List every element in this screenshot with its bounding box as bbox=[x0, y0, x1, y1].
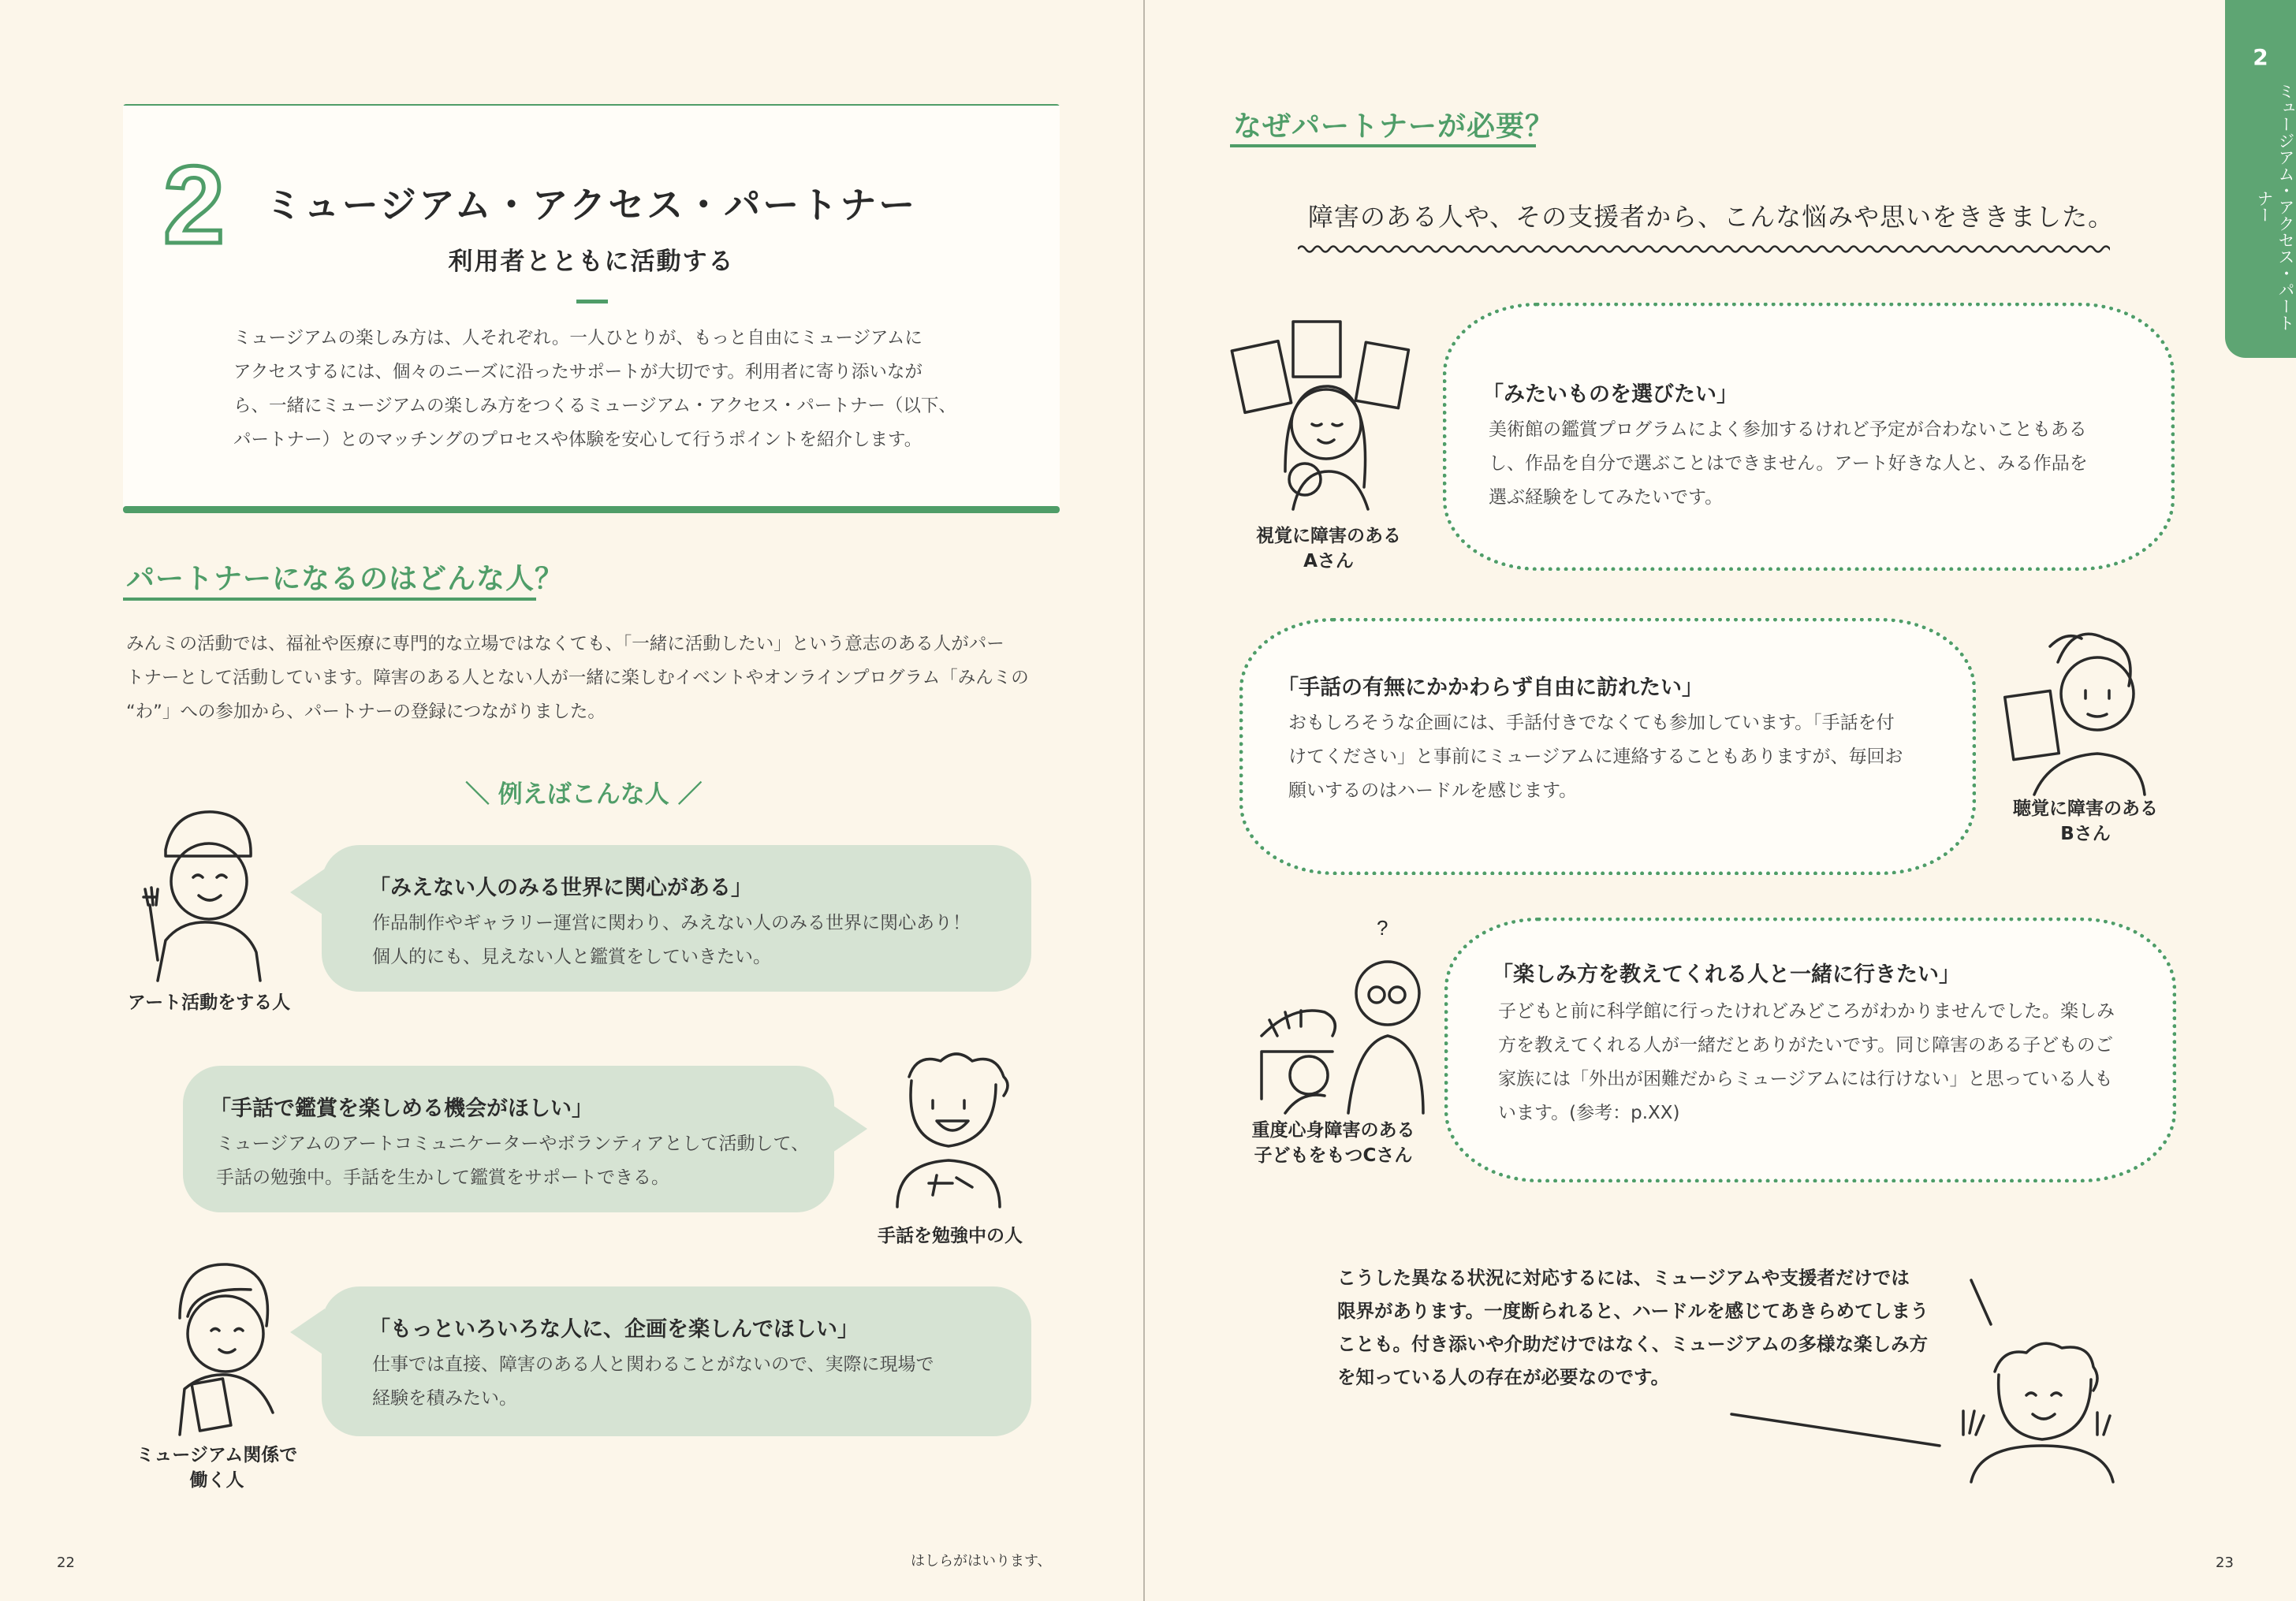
example-2-body: ミュージアムのアートコミュニケーターやボランティアとして活動して、 手話の勉強中。手話を生かして鑑賞をサポートできる。 bbox=[216, 1134, 810, 1188]
example-1-quote: 「みえない人のみる世界に関心がある」 bbox=[369, 876, 752, 900]
example-1-caption: アート活動をする人 bbox=[127, 992, 291, 1013]
page-number-right: 23 bbox=[2216, 1554, 2234, 1571]
chapter-number-outline bbox=[155, 150, 233, 260]
running-head: はしらがはいります、 bbox=[911, 1553, 1052, 1569]
chapter-subtitle: 利用者とともに活動する bbox=[448, 248, 735, 276]
example-3-caption: ミュージアム関係で 働く人 bbox=[136, 1445, 298, 1491]
example-2-quote: 「手話で鑑賞を楽しめる機会がほしい」 bbox=[210, 1096, 593, 1121]
example-3-bubble-tail bbox=[290, 1309, 325, 1356]
example-2-caption: 手話を勉強中の人 bbox=[878, 1226, 1023, 1246]
section-body-left: みんミの活動では、福祉や医療に専門的な立場ではなくても、「一緒に活動したい」という意志のある人がパー トナーとして活動しています。障害のある人とない人が一緒に楽しむイベントやオンラインプログラム「みんミの “わ”」への参加から、パートナーの登録につながりました。 bbox=[126, 634, 1029, 722]
wavy-underline bbox=[1298, 243, 2110, 255]
example-2-bubble-tail bbox=[833, 1105, 867, 1152]
parent-with-child-illustration bbox=[1246, 918, 1435, 1115]
example-1-bubble-tail bbox=[290, 869, 325, 916]
voice-c-body: 子どもと前に科学館に行ったけれどみどころがわかりませんでした。楽しみ 方を教えてくれる人が一緒だとありがたいです。同じ障害のある子どものご 家族には「外出が困難だからミュージアムには行けない」と思っている人も います。(参考：p.XX) bbox=[1498, 1001, 2115, 1123]
page-gutter bbox=[1143, 0, 1145, 1601]
voice-c-quote: 「楽しみ方を教えてくれる人と一緒に行きたい」 bbox=[1492, 962, 1960, 987]
visually-impaired-person-illustration bbox=[1230, 314, 1419, 511]
example-1-body: 作品制作やギャラリー運営に関わり、みえない人のみる世界に関心あり！ 個人的にも、見えない人と鑑賞をしていきたい。 bbox=[372, 913, 971, 967]
svg-text:2: 2 bbox=[163, 150, 225, 260]
conclusion-text: こうした異なる状況に対応するには、ミュージアムや支援者だけでは 限界があります。一度断られると、ハードルを感じてあきらめてしまう ことも。付き添いや介助だけではなく、ミュージアムの多様な楽しみ方 を知っている人の存在が必要なのです。 bbox=[1337, 1267, 1929, 1388]
example-3-quote: 「もっといろいろな人に、企画を楽しんでほしい」 bbox=[369, 1317, 859, 1342]
voice-c-caption: 重度心身障害のある 子どもをもつCさん bbox=[1251, 1120, 1415, 1166]
voice-a-body: 美術館の鑑賞プログラムによく参加するけれど予定が合わないこともある し、作品を自分で選ぶことはできません。アート好きな人と、みる作品を 選ぶ経験をしてみたいです。 bbox=[1489, 419, 2088, 508]
voice-b-caption: 聴覚に障害のある Bさん bbox=[2013, 799, 2158, 844]
side-tab-label: ミュージアム・アクセス・パートナー bbox=[2255, 82, 2295, 331]
sign-learner-illustration bbox=[882, 1045, 1016, 1211]
voice-a-quote: 「みたいものを選びたい」 bbox=[1482, 382, 1738, 407]
page-number-left: 22 bbox=[57, 1554, 75, 1571]
example-heading: ＼ 例えばこんな人 ／ bbox=[465, 780, 703, 809]
svg-text:?: ? bbox=[1377, 918, 1388, 940]
art-person-illustration bbox=[134, 795, 268, 984]
chapter-intro: ミュージアムの楽しみ方は、人それぞれ。一人ひとりが、もっと自由にミュージアムに アクセスするには、個々のニーズに沿ったサポートが大切です。利用者に寄り添いなが ら、一緒にミュージアムの楽しみ方をつくるミュージアム・アクセス・パートナー（以下、 パートナー）とのマッチングのプロセスや体験を安心して行うポイントを紹介します。 bbox=[233, 328, 956, 450]
hearing-impaired-person-illustration bbox=[2003, 615, 2152, 796]
voice-b-body: おもしろそうな企画には、手話付きでなくても参加しています。「手話を付 けてください」と事前にミュージアムに連絡することもありますが、毎回お 願いするのはハードルを感じます。 bbox=[1288, 713, 1903, 801]
lead-text: 障害のある人や、その支援者から、こんな悩みや思いをききました。 bbox=[1307, 202, 2115, 232]
side-tab-number: 2 bbox=[2253, 44, 2268, 70]
subtitle-dash bbox=[576, 300, 608, 303]
section-heading-left: パートナーになるのはどんな人？ bbox=[126, 563, 565, 595]
museum-worker-illustration bbox=[156, 1255, 290, 1436]
section-heading-right: なぜパートナーが必要？ bbox=[1233, 110, 1555, 143]
chapter-title: ミュージアム・アクセス・パートナー bbox=[265, 184, 918, 226]
section-heading-right-underline bbox=[1230, 144, 1536, 147]
section-heading-underline bbox=[123, 598, 536, 601]
voice-a-caption: 視覚に障害のある Aさん bbox=[1256, 526, 1401, 572]
header-bottom-rule bbox=[123, 506, 1060, 513]
example-3-body: 仕事では直接、障害のある人と関わることがないので、実際に現場で 経験を積みたい。 bbox=[372, 1354, 934, 1409]
voice-b-quote: 「手話の有無にかかわらず自由に訪れたい」 bbox=[1277, 676, 1703, 700]
partner-waving-illustration bbox=[1727, 1277, 2152, 1498]
